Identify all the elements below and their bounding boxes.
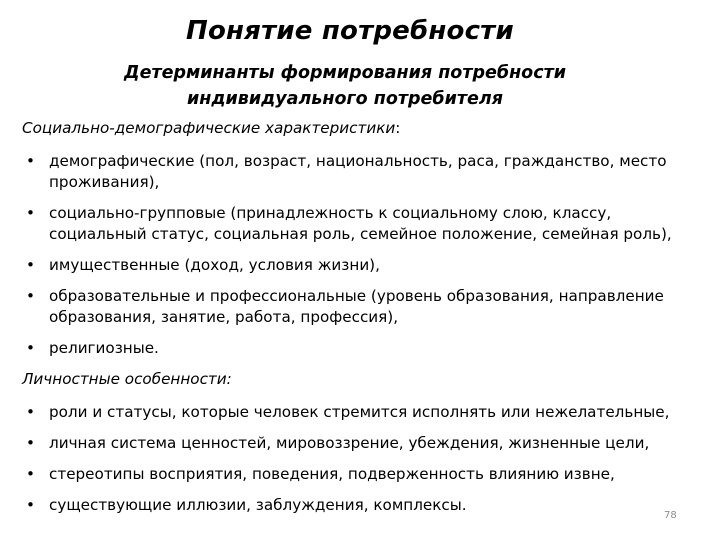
- list-item: [22, 203, 702, 245]
- list-item: [22, 255, 702, 276]
- slide-subtitle: [40, 60, 650, 112]
- list-item: [22, 151, 702, 193]
- bullet-icon: •: [26, 403, 35, 421]
- bullet-icon: •: [26, 339, 35, 357]
- slide-title: Понятие потребности: [186, 16, 514, 46]
- list-item-text: демографические (пол, возраст, национальность, раса, гражданство, место проживания),: [49, 152, 667, 191]
- socio-demographic-list: [22, 151, 702, 359]
- list-item-text: роли и статусы, которые человек стремится исполнять или нежелательные,: [49, 403, 670, 421]
- subtitle-line-1: Детерминанты формирования потребности: [124, 63, 566, 83]
- list-item-text: личная система ценностей, мировоззрение, убеждения, жизненные цели,: [49, 434, 650, 452]
- list-item: [22, 464, 702, 485]
- personal-traits-list: [22, 402, 702, 516]
- list-item: [22, 495, 702, 516]
- bullet-icon: •: [26, 287, 35, 305]
- bullet-icon: •: [26, 204, 35, 222]
- list-item-text: стереотипы восприятия, поведения, подверженность влиянию извне,: [49, 465, 615, 483]
- list-item-text: религиозные.: [49, 339, 159, 357]
- list-item-text: существующие иллюзии, заблуждения, комплексы.: [49, 496, 467, 514]
- list-item-text: социально-групповые (принадлежность к социальному слою, классу, социальный статус, социальная роль, семейное положение, семейная роль),: [49, 204, 672, 243]
- page-number: 78: [664, 510, 677, 521]
- bullet-icon: •: [26, 152, 35, 170]
- list-item: [22, 402, 702, 423]
- bullet-icon: •: [26, 256, 35, 274]
- section-label-colon: :: [395, 119, 401, 137]
- section-label-text: Социально-демографические характеристики: [22, 119, 396, 137]
- subtitle-line-2: индивидуального потребителя: [187, 89, 503, 109]
- section-label-personal: Личностные особенности:: [22, 370, 232, 388]
- bullet-icon: •: [26, 496, 35, 514]
- list-item: [22, 433, 702, 454]
- section-label-socio-demographic: [22, 118, 702, 139]
- bullet-icon: •: [26, 465, 35, 483]
- slide-body: [22, 118, 702, 526]
- list-item-text: образовательные и профессиональные (уровень образования, направление образования, занятие, работа, профессия),: [49, 287, 664, 326]
- list-item-text: имущественные (доход, условия жизни),: [49, 256, 380, 274]
- bullet-icon: •: [26, 434, 35, 452]
- list-item: [22, 338, 702, 359]
- list-item: [22, 286, 702, 328]
